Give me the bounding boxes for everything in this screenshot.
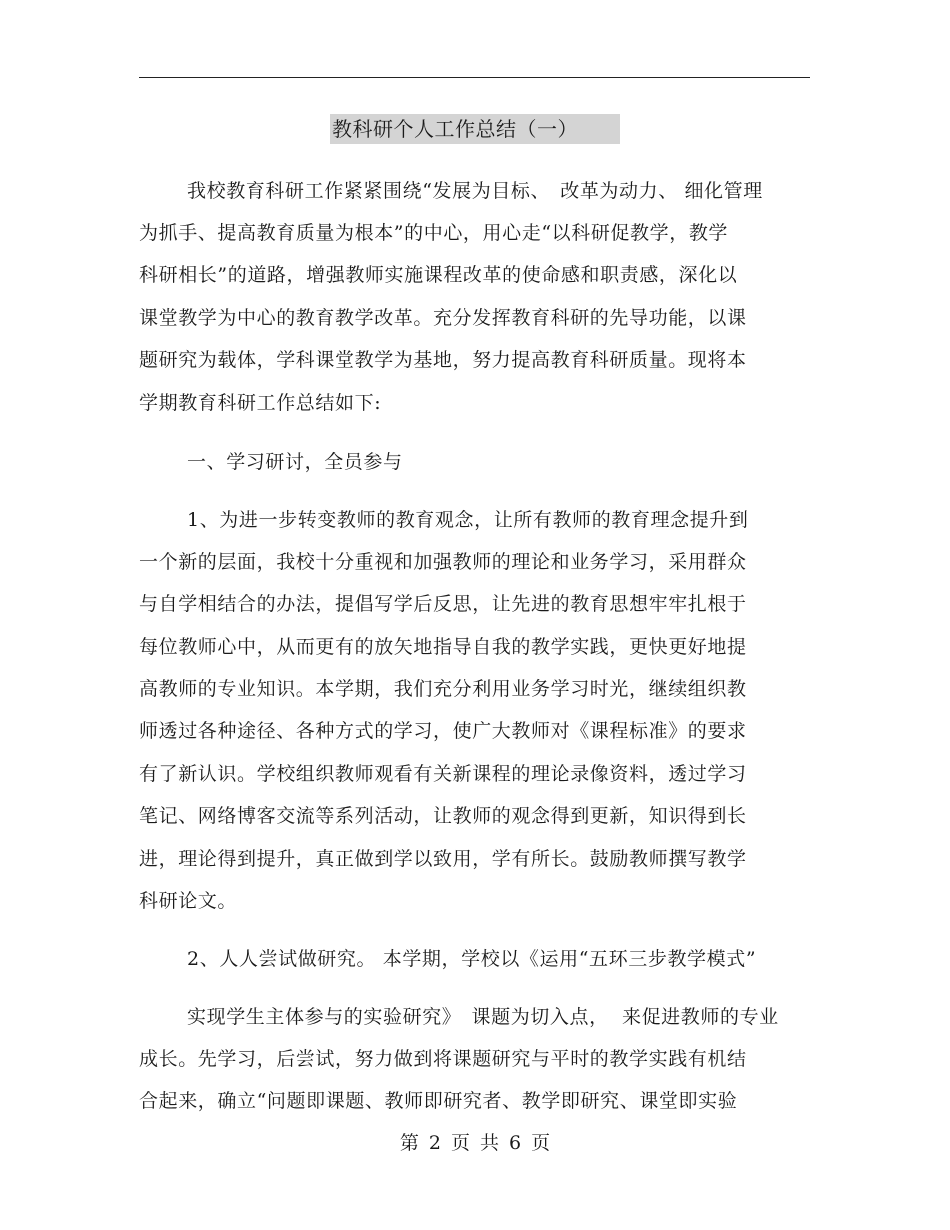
paragraph-line: 高教师的专业知识。本学期，我们充分利用业务学习时光，继续组织教 (139, 678, 747, 700)
paragraph-line: 进，理论得到提升，真正做到学以致用，学有所长。鼓励教师撰写教学 (139, 848, 747, 870)
paragraph-line: 题研究为载体，学科课堂教学为基地，努力提高教育科研质量。现将本 (139, 349, 747, 371)
paragraph-line: 我校教育科研工作紧紧围绕“发展为目标、 改革为动力、 细化管理 (187, 180, 763, 202)
paragraph-line: 1、为进一步转变教师的教育观念，让所有教师的教育理念提升到 (187, 509, 749, 531)
paragraph-line: 与自学相结合的办法，提倡写学后反思，让先进的教育思想牢牢扎根于 (139, 593, 747, 615)
title-container (0, 114, 950, 144)
paragraph-line: 学期教育科研工作总结如下: (139, 392, 382, 414)
document-title: 教科研个人工作总结（一） (330, 114, 620, 144)
paragraph-line: 2、人人尝试做研究。 本学期，学校以《运用“五环三步教学模式” (187, 948, 757, 970)
paragraph-line: 师透过各种途径、各种方式的学习，使广大教师对《课程标准》的要求 (139, 720, 747, 742)
paragraph-line: 每位教师心中，从而更有的放矢地指导自我的教学实践，更快更好地提 (139, 636, 747, 658)
paragraph-line: 合起来，确立“问题即课题、教师即研究者、教学即研究、课堂即实验 (139, 1090, 738, 1112)
paragraph-line: 一个新的层面，我校十分重视和加强教师的理论和业务学习，采用群众 (139, 551, 747, 573)
paragraph-line: 笔记、网络博客交流等系列活动，让教师的观念得到更新，知识得到长 (139, 805, 747, 827)
page-number-footer: 第 2 页 共 6 页 (399, 1132, 551, 1154)
paragraph-line: 实现学生主体参与的实验研究》 课题为切入点， 来促进教师的专业 (187, 1006, 779, 1028)
paragraph-line: 成长。先学习，后尝试，努力做到将课题研究与平时的教学实践有机结 (139, 1048, 747, 1070)
paragraph-line: 有了新认识。学校组织教师观看有关新课程的理论录像资料，透过学习 (139, 763, 747, 785)
paragraph-line: 科研论文。 (139, 890, 238, 912)
paragraph-line: 课堂教学为中心的教育教学改革。充分发挥教育科研的先导功能，以课 (139, 307, 747, 329)
section-heading: 一、学习研讨，全员参与 (187, 451, 403, 473)
paragraph-line: 为抓手、提高教育质量为根本”的中心，用心走“以科研促教学，教学 (139, 222, 729, 244)
header-rule (139, 77, 810, 78)
paragraph-line: 科研相长”的道路，增强教师实施课程改革的使命感和职责感，深化以 (139, 264, 738, 286)
